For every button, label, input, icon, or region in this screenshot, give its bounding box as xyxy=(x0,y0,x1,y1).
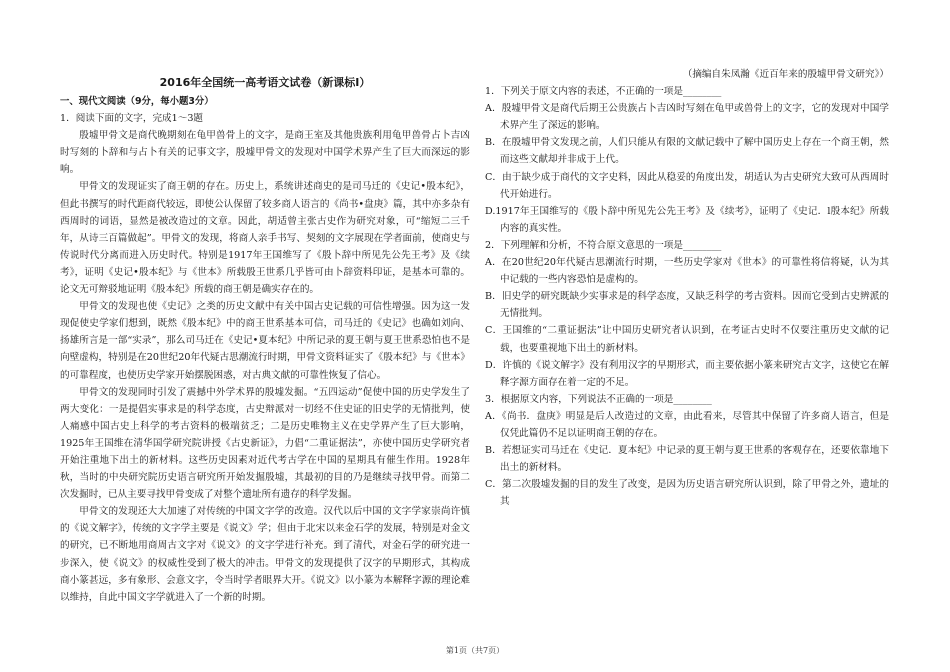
passage-paragraph-3: 甲骨文的发现也使《史记》之类的历史文献中有关中国古史记载的可信性增强。因为这一发现促使史学家们想到，既然《殷本纪》中的商王世系基本可信，司马迁的《史记》也确如刘向、扬雄所言是一部“实录”，那么司马迁在《史记•夏本纪》中所记录的夏王朝与夏王世系恐怕也不是向壁虚构，特别是在20世纪20年代疑古思潮流行时期，甲骨文资料证实了《殷本纪》与《世本》的可靠程度，也使历史学家开始摆脱困惑，对古典文献的可靠性恢复了信心。 xyxy=(60,301,470,381)
section-heading: 一、现代文阅读（9分，每小题3分） xyxy=(60,96,214,107)
question-3-stem: 3．根据原文内容，下列说法不正确的一项是________ xyxy=(485,393,712,405)
instruction: 1．阅读下面的文字，完成1～3题 xyxy=(60,113,204,125)
question-1-option-c[interactable]: C．由于缺少成于商代的文字史料，因此从稳妥的角度出发，胡适认为古史研究大致可从西周时代开始进行。 xyxy=(485,171,889,200)
question-1-option-d[interactable]: D.1917年王国维写的《殷卜辞中所见先公先王考》及《续考》，证明了《史记．l殷本纪》所载内容的真实性。 xyxy=(485,205,889,234)
page-footer: 第1页（共7页） xyxy=(445,646,505,655)
question-3-option-a[interactable]: A．《尚书．盘庚》明显是后人改造过的文章，由此看来，尽管其中保留了许多商人语言，但是仅凭此篇仍不足以证明商王朝的存在。 xyxy=(485,410,889,439)
passage-paragraph-4: 甲骨文的发现同时引发了震撼中外学术界的殷墟发掘。“五四运动”促使中国的历史学发生了两大变化：一是提倡实事求是的科学态度，古史辩派对一切经不住史证的旧史学的无情批判，使人痛感中国古史上科学的考古资料的极端贫乏；二是历史唯物主义在史学界产生了巨大影响，1925年王国维在清华国学研究院讲授《古史新证》，力倡“二重证据法”，亦使中国历史学研究者开始注重地下出土的新材料。这些历史因素对近代考古学在中国的星期具有催生作用。1928年秋，当时的中央研究院历史语言研究所开始发掘殷墟，其最初的目的乃是继续寻找甲骨。而第二次发掘时，已从主要寻找甲骨变成了对整个遗址所有遗存的科学发掘。 xyxy=(60,386,470,501)
question-2-option-d[interactable]: D．许慎的《说文解字》没有利用汉字的早期形式，而主要依据小篆来研究古文字，这使它在解释字源方面存在着一定的不足。 xyxy=(485,359,889,388)
question-1-option-b[interactable]: B．在殷墟甲骨文发现之前，人们只能从有限的文献记载中了解中国历史上存在一个商王朝，然而这些文献却并非成于上代。 xyxy=(485,137,889,166)
passage-paragraph-5: 甲骨文的发现还大大加速了对传统的中国文字学的改造。汉代以后中国的文字学家崇尚许慎的《说文解字》，传统的文字学主要是《说文》学；但由于北宋以来金石学的发展，特别是对金文的研究，已不断地用商周古文字对《说文》的文字学进行补充。到了清代，对金石学的研究进一步深入，使《说文》的权威性受到了极大的冲击。甲骨文的发现提供了汉字的早期形式，其构成商小篆甚远，多有象形、会意文字，令当时学者眼界大开。《说文》以小篆为本解释字源的理论难以维持，自此中国文字学就进入了一个新的时期。 xyxy=(60,506,470,603)
question-3-option-c[interactable]: C．第二次殷墟发掘的目的发生了改变，是因为历史语言研究所认识到，除了甲骨之外，遗址的其 xyxy=(485,479,889,508)
question-2-stem: 2．下列理解和分析，不符合原文意思的一项是________ xyxy=(485,239,722,251)
question-1-stem: 1．下列关于原文内容的表述，不正确的一项是________ xyxy=(485,86,722,98)
question-2-option-c[interactable]: C．王国维的“二重证据法”让中国历史研究者认识到，在考证古史时不仅要注重历史文献的记载，也要重视地下出土的新材料。 xyxy=(485,325,889,354)
question-2-option-a[interactable]: A．在20世纪20年代疑古思潮流行时期，一些历史学家对《世本》的可靠性将信将疑，认为其中记载的一些内容恐怕是虚构的。 xyxy=(485,257,889,286)
right-column xyxy=(485,66,889,510)
exam-title: 2016年全国统一高考语文试卷（新课标Ⅰ） xyxy=(159,76,371,89)
left-column xyxy=(60,66,470,606)
passage-paragraph-1: 殷墟甲骨文是商代晚期刻在龟甲兽骨上的文字，是商王室及其他贵族利用龟甲兽骨占卜吉凶时写刻的卜辞和与占卜有关的记事文字，殷墟甲骨文的发现对中国学术界产生了巨大而深远的影响。 xyxy=(60,130,470,176)
question-2-option-b[interactable]: B．旧史学的研究既缺少实事求是的科学态度，又缺乏科学的考古资料。因而它受到古史辨派的无情批判。 xyxy=(485,291,889,320)
passage-paragraph-2: 甲骨文的发现证实了商王朝的存在。历史上，系统讲述商史的是司马迁的《史记•殷本纪》，但此书撰写的时代距商代较远，即使公认保留了较多商人语言的《尚书•盘庚》篇，其中亦多杂有西周时的词语，显然是被改造过的文章。因此，胡适曾主张古史作为研究对象，可“缩短二三千年，从诗三百篇做起”。甲骨文的发现，将商人亲手书写、契刻的文字展现在学者面前，使商史与传说时代分离而进入历史时代。特别是1917年王国维写了《殷卜辞中所见先公先王考》及《续考》，证明《史记•殷本纪》与《世本》所载殷王世系几乎皆可由卜辞资料印证，是基本可靠的。论文无可辩驳地证明《殷本纪》所载的商王朝是确实存在的。 xyxy=(60,181,470,296)
question-1-option-a[interactable]: A．殷墟甲骨文是商代后期王公贵族占卜吉凶时写刻在龟甲或兽骨上的文字，它的发现对中国学术界产生了深远的影响。 xyxy=(485,103,889,132)
question-3-option-b[interactable]: B．若想证实司马迁在《史记．夏本纪》中记录的夏王朝与夏王世系的客观存在，还要依靠地下出土的新材料。 xyxy=(485,445,889,474)
citation: （摘编自朱凤瀚《近百年来的殷墟甲骨文研究》） xyxy=(682,69,889,80)
